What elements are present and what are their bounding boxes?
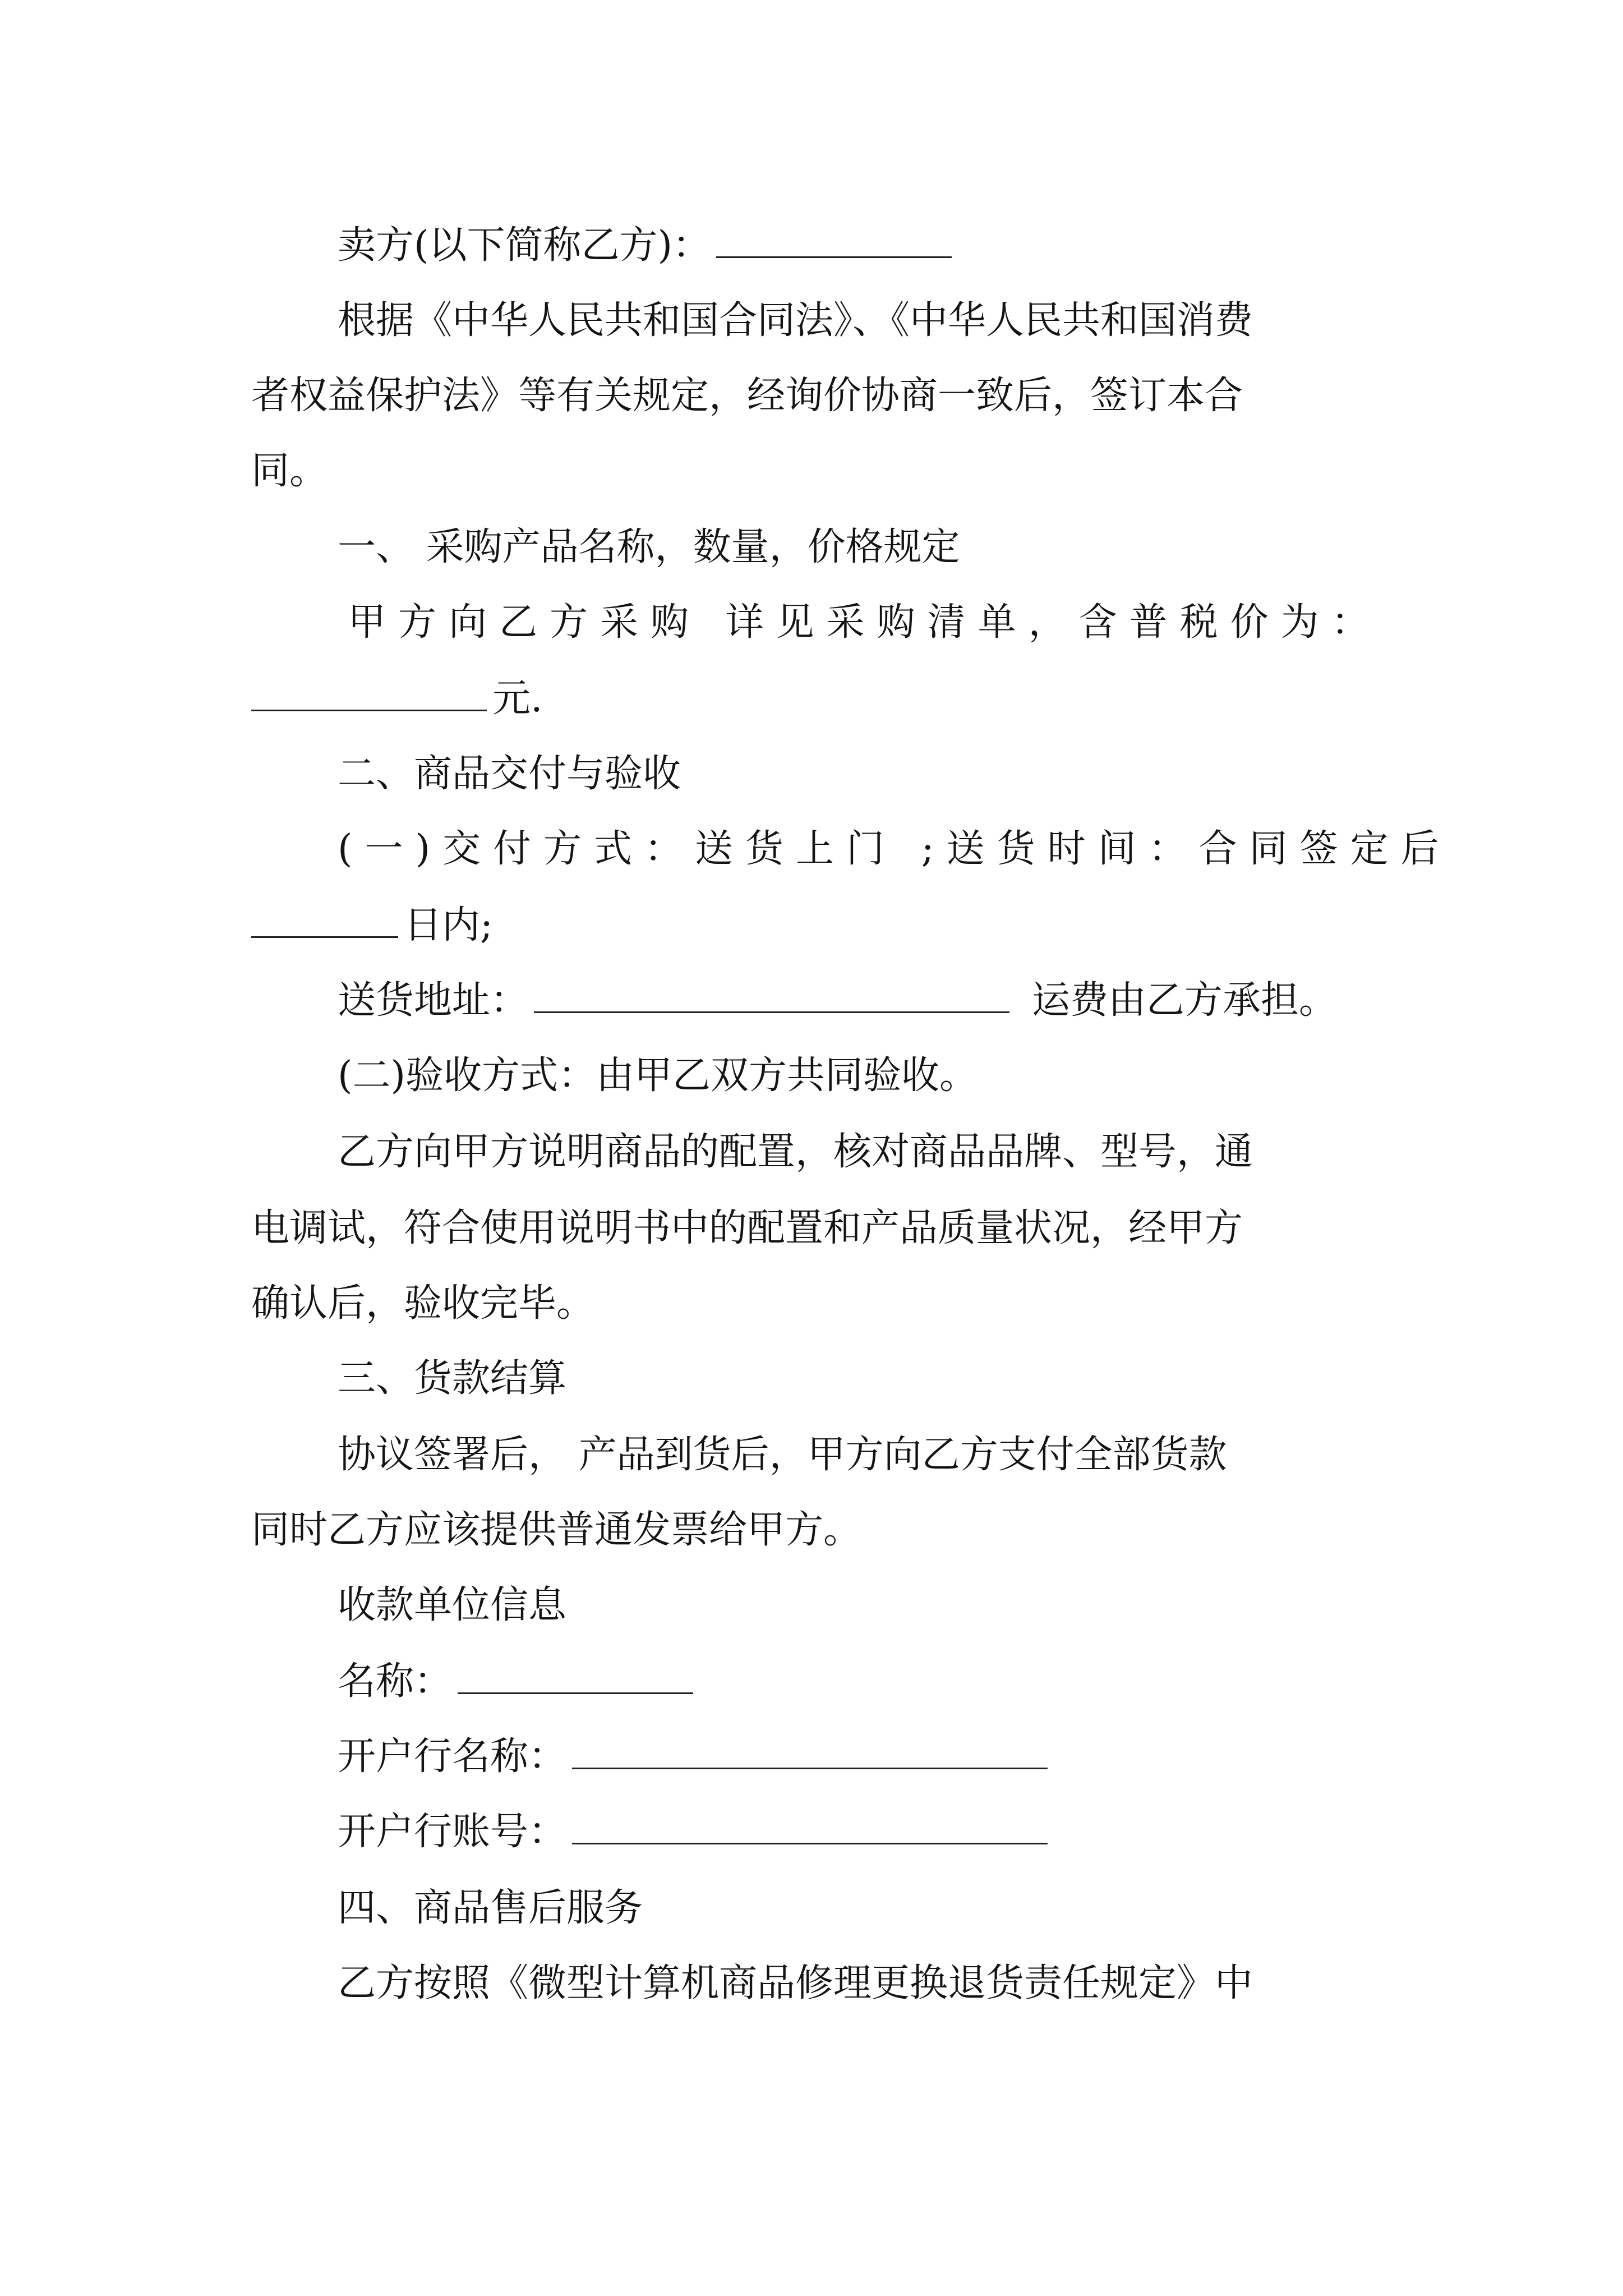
address-blank[interactable] <box>534 979 1009 1013</box>
price-blank[interactable] <box>251 677 487 711</box>
freight-text: 运费由乙方承担。 <box>1032 978 1338 1023</box>
section1-line-1: 甲方向乙方采购 详见采购清单，含普税价为： <box>348 600 1382 645</box>
bank-account-line <box>338 1804 1053 1860</box>
price-line <box>251 671 543 727</box>
address-line <box>338 973 1337 1029</box>
section2-heading: 二、商品交付与验收 <box>338 752 681 796</box>
payee-name-line <box>338 1654 699 1710</box>
bank-name-line <box>338 1729 1053 1785</box>
address-label: 送货地址： <box>338 978 529 1023</box>
bank-account-label: 开户行账号： <box>338 1810 567 1854</box>
acceptance-line-1: 乙方向甲方说明商品的配置，核对商品品牌、型号，通 <box>338 1130 1253 1174</box>
section3-line-1: 协议签署后， 产品到货后，甲方向乙方支付全部货款 <box>338 1433 1227 1477</box>
acceptance-line-2: 电调试，符合使用说明书中的配置和产品质量状况，经甲方 <box>251 1206 1243 1250</box>
acceptance-method: (二)验收方式：由甲乙双方共同验收。 <box>338 1053 978 1098</box>
seller-label: 卖方(以下简称乙方)： <box>338 223 711 268</box>
section4-line-1: 乙方按照《微型计算机商品修理更换退货责任规定》中 <box>338 1961 1253 2005</box>
basis-line-3: 同。 <box>251 449 328 493</box>
section3-line-2: 同时乙方应该提供普通发票给甲方。 <box>251 1508 862 1552</box>
within-days: 日内; <box>404 903 493 947</box>
payee-name-blank[interactable] <box>458 1660 693 1694</box>
days-blank[interactable] <box>251 904 398 938</box>
basis-line-2: 者权益保护法》等有关规定，经询价协商一致后，签订本合 <box>251 374 1243 418</box>
basis-line-1: 根据《中华人民共和国合同法》、《中华人民共和国消费 <box>338 298 1253 343</box>
section4-heading: 四、商品售后服务 <box>338 1886 643 1930</box>
bank-account-blank[interactable] <box>572 1810 1048 1844</box>
payee-name-label: 名称： <box>338 1659 453 1704</box>
bank-name-label: 开户行名称： <box>338 1734 567 1779</box>
price-unit: 元. <box>492 677 543 721</box>
bank-name-blank[interactable] <box>572 1735 1048 1769</box>
section1-heading: 一、 采购产品名称，数量，价格规定 <box>338 525 960 569</box>
seller-line <box>338 218 957 274</box>
seller-blank[interactable] <box>716 224 952 258</box>
acceptance-line-3: 确认后，验收完毕。 <box>251 1281 595 1326</box>
payee-heading: 收款单位信息 <box>338 1583 567 1627</box>
delivery-method: (一)交付方式：送货上门 ;送货时间：合同签定后 <box>338 827 1451 871</box>
section3-heading: 三、货款结算 <box>338 1356 567 1401</box>
delivery-days-line <box>251 898 493 954</box>
